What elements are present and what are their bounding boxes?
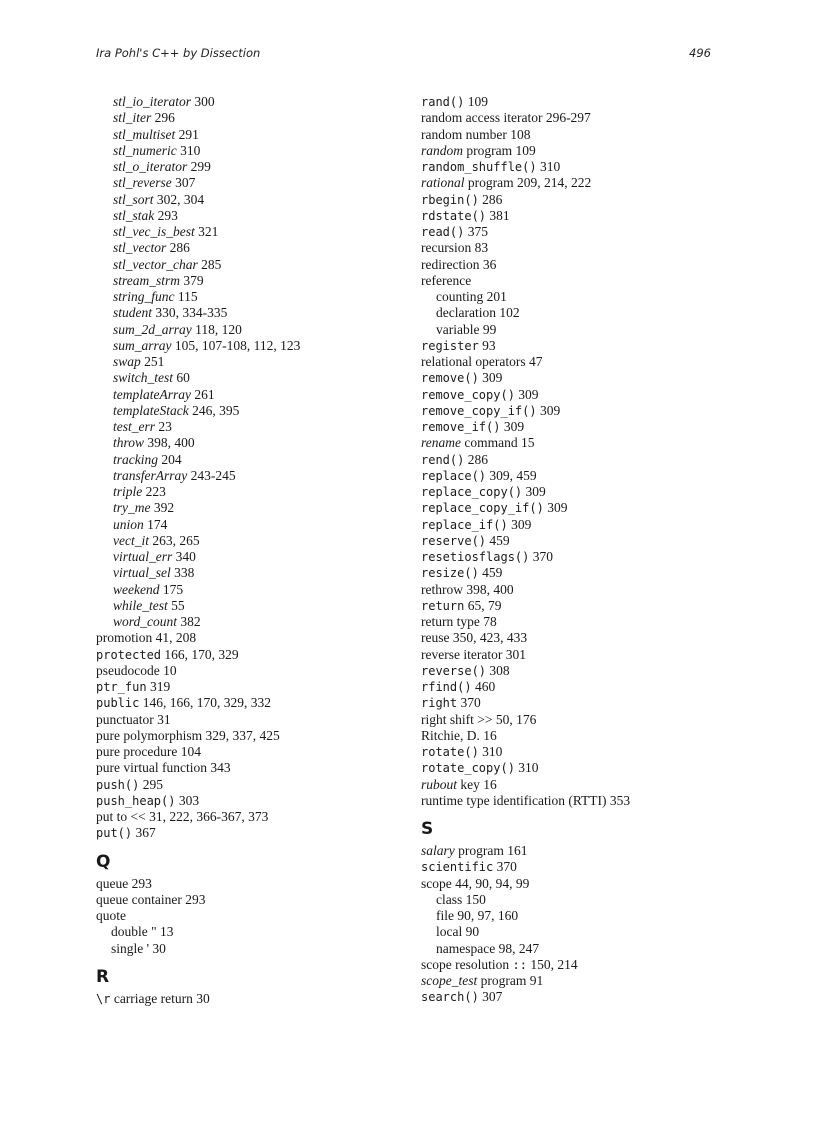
index-entry — [421, 957, 721, 973]
index-subentry — [96, 565, 406, 581]
index-term-code: push_heap() — [96, 793, 176, 808]
index-entry — [421, 240, 721, 256]
index-subentry — [96, 403, 406, 419]
index-text: 309 — [507, 516, 532, 532]
index-text: 309 — [536, 402, 561, 418]
index-term-italic: sum_2d_array — [113, 321, 192, 337]
index-text: 459 — [486, 532, 510, 548]
index-entry — [421, 175, 721, 191]
index-text: scope resolution — [421, 956, 513, 972]
index-entry — [96, 712, 406, 728]
index-text: return type 78 — [421, 614, 497, 629]
index-term-code: ptr_fun — [96, 680, 147, 694]
index-text: 286 — [464, 451, 488, 467]
index-entry — [421, 468, 721, 484]
index-term-italic: rubout — [421, 776, 458, 792]
page-number: 496 — [689, 46, 711, 60]
index-entry — [421, 973, 721, 989]
index-entry — [421, 614, 721, 630]
index-text: 309 — [478, 370, 503, 386]
index-entry — [96, 991, 406, 1007]
index-term-code: rbegin() — [421, 192, 479, 207]
index-term-italic: test_err — [113, 419, 155, 434]
index-text: carriage return 30 — [110, 990, 210, 1006]
index-column-left — [96, 94, 406, 1007]
index-term-italic: stl_o_iterator — [113, 159, 188, 174]
index-text: 370 — [493, 859, 517, 875]
index-text: runtime type identification (RTTI) 353 — [421, 792, 631, 808]
index-entry — [421, 712, 721, 728]
index-text: 109 — [464, 94, 488, 109]
index-entry — [421, 387, 721, 403]
index-term-italic: switch_test — [113, 370, 173, 386]
index-text: 367 — [132, 825, 156, 841]
index-entry — [421, 876, 721, 892]
index-entry — [421, 224, 721, 240]
index-subentry — [96, 598, 406, 614]
index-entry — [421, 582, 721, 598]
index-entry — [421, 127, 721, 143]
index-term-code: protected — [96, 647, 162, 662]
index-text: 308 — [486, 662, 510, 678]
index-text: 299 — [187, 159, 211, 174]
index-text: put to << 31, 222, 366-367, 373 — [96, 809, 269, 824]
index-text: 303 — [175, 792, 200, 808]
index-text: 105, 107-108, 112, 123 — [171, 337, 301, 353]
index-term-italic: triple — [113, 484, 143, 499]
index-text: 261 — [190, 386, 215, 402]
index-subentry — [96, 582, 406, 598]
index-term-code: register — [421, 338, 479, 353]
index-text: 307 — [171, 175, 196, 191]
index-text: 309 — [522, 484, 546, 499]
index-text: 246, 395 — [188, 402, 240, 418]
index-entry — [421, 843, 721, 859]
index-text: counting 201 — [436, 289, 507, 304]
index-term-italic: weekend — [113, 581, 160, 597]
index-term-italic: stl_vec_is_best — [113, 224, 195, 239]
index-text: 319 — [146, 679, 171, 694]
index-entry — [421, 630, 721, 646]
index-subentry — [96, 468, 406, 484]
index-entry — [96, 760, 406, 776]
index-text: local 90 — [436, 924, 480, 940]
index-entry — [421, 859, 721, 875]
index-term-code: push() — [96, 777, 140, 792]
index-text: redirection 36 — [421, 256, 497, 272]
index-letter-heading: S — [421, 819, 434, 839]
index-subentry — [96, 517, 406, 533]
index-term-italic: throw — [113, 435, 145, 451]
index-text: 166, 170, 329 — [161, 646, 239, 662]
index-text: 93 — [478, 337, 496, 353]
index-text: class 150 — [436, 891, 486, 907]
index-term-italic: stl_sort — [113, 191, 154, 207]
index-text: 175 — [159, 581, 184, 597]
index-entry — [421, 257, 721, 273]
index-subentry — [96, 500, 406, 516]
index-text: program 209, 214, 222 — [464, 175, 592, 191]
index-text: rethrow 398, 400 — [421, 581, 514, 597]
index-term-italic: stream_strm — [113, 272, 181, 288]
index-term-italic: transferArray — [113, 467, 188, 483]
index-subentry — [96, 240, 406, 256]
index-text: 382 — [177, 614, 201, 629]
index-text: 60 — [173, 370, 190, 386]
index-text: 392 — [150, 500, 175, 516]
index-entry — [96, 809, 406, 825]
index-entry — [421, 565, 721, 581]
index-text: single ' 30 — [111, 940, 166, 956]
index-text: 381 — [486, 207, 510, 223]
index-subentry — [96, 94, 406, 110]
index-subentry — [96, 127, 406, 143]
index-term-code: replace_copy_if() — [421, 501, 544, 516]
index-text: namespace 98, 247 — [436, 940, 540, 956]
index-text: program 91 — [477, 973, 544, 988]
index-subentry — [96, 484, 406, 500]
index-term-code: return — [421, 598, 465, 613]
index-entry — [96, 825, 406, 841]
index-entry — [421, 208, 721, 224]
index-term-code: replace_if() — [421, 517, 508, 532]
index-subentry — [96, 143, 406, 159]
index-text: 310 — [176, 142, 201, 158]
index-entry — [96, 728, 406, 744]
index-subentry — [96, 192, 406, 208]
index-text: declaration 102 — [436, 305, 520, 321]
index-text: right shift >> 50, 176 — [421, 711, 537, 727]
index-term-italic: stl_numeric — [113, 142, 177, 158]
index-text: 55 — [167, 597, 185, 613]
index-term-code: rotate_copy() — [421, 761, 515, 776]
index-term-code: :: — [512, 957, 527, 972]
index-term-code: put() — [96, 826, 133, 841]
index-entry — [421, 679, 721, 695]
index-text: 243-245 — [187, 467, 236, 483]
index-subentry — [421, 924, 721, 940]
index-entry — [421, 760, 721, 776]
index-term-italic: random — [421, 142, 464, 158]
index-text: key 16 — [457, 776, 497, 792]
index-term-italic: stl_vector_char — [113, 256, 198, 272]
index-term-code: search() — [421, 990, 479, 1005]
index-term-italic: stl_vector — [113, 240, 167, 256]
index-term-code: rend() — [421, 452, 465, 467]
index-text: 309 — [514, 386, 539, 402]
index-term-italic: tracking — [113, 451, 158, 467]
index-term-code: remove() — [421, 371, 479, 386]
index-term-italic: string_func — [113, 289, 175, 304]
index-text: pure procedure 104 — [96, 744, 201, 759]
index-subentry — [96, 533, 406, 549]
index-entry — [96, 744, 406, 760]
index-entry — [421, 517, 721, 533]
index-text: 23 — [155, 419, 172, 434]
index-subentry — [96, 273, 406, 289]
index-term-code: rfind() — [421, 680, 472, 694]
index-term-code: reverse() — [421, 663, 487, 678]
index-letter-heading: R — [96, 966, 110, 987]
index-term-code: resize() — [421, 566, 479, 581]
index-text: reuse 350, 423, 433 — [421, 630, 528, 646]
index-entry — [421, 354, 721, 370]
running-header-title: Ira Pohl's C++ by Dissection — [96, 46, 261, 60]
index-subentry — [96, 419, 406, 435]
index-term-code: replace_copy() — [421, 485, 523, 499]
index-text: 286 — [166, 240, 190, 256]
index-text: 460 — [471, 679, 496, 694]
index-text: 263, 265 — [148, 532, 200, 548]
index-entry — [96, 695, 406, 711]
index-entry — [421, 793, 721, 809]
index-entry — [96, 647, 406, 663]
index-subentry — [96, 208, 406, 224]
index-text: relational operators 47 — [421, 354, 543, 369]
index-entry — [421, 192, 721, 208]
index-term-code: reserve() — [421, 533, 487, 548]
index-text: 285 — [197, 256, 222, 272]
index-term-italic: templateArray — [113, 386, 191, 402]
index-term-italic: templateStack — [113, 402, 189, 418]
index-subentry — [96, 549, 406, 565]
index-text: pure virtual function 343 — [96, 760, 231, 776]
index-term-italic: salary — [421, 843, 455, 858]
index-entry — [96, 793, 406, 809]
index-entry — [96, 663, 406, 679]
index-subentry — [96, 110, 406, 126]
index-text: 459 — [478, 565, 503, 581]
index-entry — [421, 533, 721, 549]
index-text: queue 293 — [96, 875, 152, 891]
index-entry — [421, 419, 721, 435]
index-term-italic: stl_io_iterator — [113, 94, 192, 109]
index-text: 370 — [457, 695, 481, 711]
index-text: 286 — [478, 191, 503, 207]
index-term-italic: vect_it — [113, 532, 149, 548]
index-entry — [421, 744, 721, 760]
index-text: 65, 79 — [464, 597, 502, 613]
index-subentry — [96, 257, 406, 273]
index-text: recursion 83 — [421, 240, 489, 256]
index-text: 146, 166, 170, 329, 332 — [139, 695, 271, 711]
index-text: 150, 214 — [526, 956, 578, 972]
index-term-code: \r — [96, 991, 111, 1006]
index-subentry — [96, 941, 406, 957]
index-term-italic: try_me — [113, 500, 151, 516]
index-entry — [421, 159, 721, 175]
index-subentry — [421, 892, 721, 908]
index-term-italic: stl_reverse — [113, 175, 172, 191]
index-text: scope 44, 90, 94, 99 — [421, 875, 530, 891]
index-text: quote — [96, 908, 126, 923]
index-text: 310 — [478, 744, 503, 759]
index-text: random number 108 — [421, 126, 531, 142]
index-entry — [421, 452, 721, 468]
index-subentry — [96, 159, 406, 175]
index-entry — [421, 777, 721, 793]
index-text: 310 — [536, 159, 561, 174]
index-subentry — [421, 289, 721, 305]
index-term-code: remove_copy_if() — [421, 403, 537, 418]
index-term-italic: virtual_sel — [113, 565, 171, 581]
index-entry — [421, 484, 721, 500]
index-subentry — [96, 289, 406, 305]
index-term-italic: sum_array — [113, 337, 172, 353]
index-text: punctuator 31 — [96, 711, 171, 727]
index-entry — [421, 403, 721, 419]
index-term-code: rand() — [421, 95, 465, 109]
index-subentry — [421, 941, 721, 957]
index-text: queue container 293 — [96, 891, 206, 907]
index-subentry — [96, 354, 406, 370]
index-text: random access iterator 296-297 — [421, 110, 591, 126]
index-entry — [421, 728, 721, 744]
index-term-italic: swap — [113, 354, 141, 369]
index-text: 118, 120 — [191, 321, 242, 337]
index-column-right — [421, 94, 721, 1006]
index-entry — [96, 777, 406, 793]
index-subentry — [96, 370, 406, 386]
index-text: reverse iterator 301 — [421, 646, 526, 662]
index-entry — [421, 647, 721, 663]
index-term-italic: student — [113, 305, 152, 321]
index-term-code: remove_if() — [421, 420, 501, 434]
index-text: 310 — [514, 760, 539, 776]
index-text: 251 — [140, 354, 165, 369]
index-text: 302, 304 — [153, 191, 205, 207]
index-text: 375 — [464, 224, 488, 239]
index-subentry — [96, 224, 406, 240]
index-text: double " 13 — [111, 924, 174, 940]
index-entry — [421, 338, 721, 354]
index-entry — [421, 273, 721, 289]
index-term-code: resetiosflags() — [421, 550, 530, 564]
index-term-code: rdstate() — [421, 208, 487, 223]
index-subentry — [96, 338, 406, 354]
index-term-code: public — [96, 696, 140, 711]
index-term-italic: stl_iter — [113, 110, 152, 126]
index-entry — [96, 630, 406, 646]
index-text: 204 — [158, 451, 182, 467]
index-subentry — [421, 305, 721, 321]
index-text: program 161 — [454, 843, 528, 858]
index-text: 309 — [543, 500, 568, 516]
index-subentry — [96, 435, 406, 451]
index-subentry — [421, 908, 721, 924]
index-entry — [421, 598, 721, 614]
index-text: variable 99 — [436, 321, 497, 337]
index-text: 295 — [139, 776, 163, 792]
index-term-code: replace() — [421, 468, 487, 483]
index-term-italic: rename — [421, 435, 461, 451]
index-term-italic: stl_stak — [113, 207, 155, 223]
index-subentry — [96, 322, 406, 338]
index-text: 398, 400 — [144, 435, 195, 451]
index-subentry — [96, 387, 406, 403]
index-text: program 109 — [463, 142, 536, 158]
index-term-italic: word_count — [113, 614, 177, 629]
index-term-italic: union — [113, 516, 144, 532]
index-text: Ritchie, D. 16 — [421, 727, 497, 743]
index-text: 379 — [180, 272, 204, 288]
index-term-italic: virtual_err — [113, 549, 173, 564]
index-term-code: scientific — [421, 860, 494, 875]
index-subentry — [96, 175, 406, 191]
index-entry — [96, 679, 406, 695]
index-entry — [421, 500, 721, 516]
index-subentry — [96, 452, 406, 468]
index-text: 293 — [154, 207, 178, 223]
index-text: 223 — [142, 484, 166, 499]
index-text: 340 — [172, 549, 196, 564]
index-text: 115 — [174, 289, 198, 304]
index-entry — [421, 110, 721, 126]
index-term-code: right — [421, 696, 458, 711]
index-subentry — [96, 614, 406, 630]
index-text: 309 — [500, 419, 525, 434]
index-entry — [96, 908, 406, 924]
index-text: 291 — [175, 126, 199, 142]
index-entry — [421, 143, 721, 159]
index-text: 300 — [191, 94, 215, 109]
index-term-italic: while_test — [113, 597, 168, 613]
index-letter-heading: Q — [96, 851, 111, 872]
index-text: promotion 41, 208 — [96, 630, 197, 646]
index-term-code: random_shuffle() — [421, 160, 537, 174]
index-text: 370 — [529, 549, 553, 564]
index-subentry — [421, 322, 721, 338]
index-text: command 15 — [461, 435, 535, 451]
index-entry — [421, 94, 721, 110]
index-entry — [421, 435, 721, 451]
index-text: 309, 459 — [486, 467, 537, 483]
index-entry — [421, 695, 721, 711]
index-text: file 90, 97, 160 — [436, 908, 519, 923]
index-entry — [421, 549, 721, 565]
index-term-code: rotate() — [421, 745, 479, 759]
index-entry — [421, 370, 721, 386]
index-term-code: remove_copy() — [421, 387, 515, 402]
index-term-italic: rational — [421, 175, 465, 191]
index-text: pseudocode 10 — [96, 662, 177, 678]
index-text: 307 — [478, 989, 503, 1005]
index-term-code: read() — [421, 225, 465, 239]
index-term-italic: stl_multiset — [113, 126, 176, 142]
index-text: 338 — [170, 565, 195, 581]
index-text: 321 — [194, 224, 219, 239]
index-entry — [421, 989, 721, 1005]
index-entry — [96, 876, 406, 892]
index-text: 296 — [151, 110, 175, 126]
index-term-italic: scope_test — [421, 973, 478, 988]
index-entry — [96, 892, 406, 908]
index-text: 174 — [143, 516, 168, 532]
index-text: reference — [421, 272, 472, 288]
index-subentry — [96, 924, 406, 940]
index-text: 330, 334-335 — [152, 305, 228, 321]
index-subentry — [96, 305, 406, 321]
index-entry — [421, 663, 721, 679]
index-text: pure polymorphism 329, 337, 425 — [96, 727, 280, 743]
